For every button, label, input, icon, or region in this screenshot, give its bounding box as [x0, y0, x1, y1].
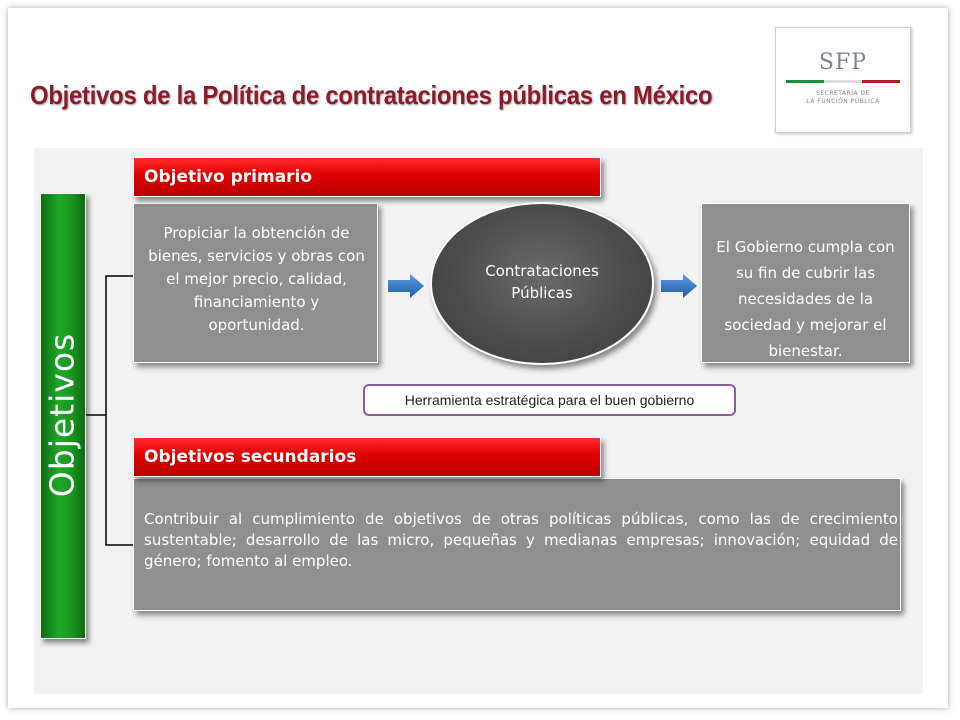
right-arrow-icon	[388, 274, 424, 298]
oval-label-line2: Públicas	[511, 284, 573, 302]
contrataciones-publicas-oval	[430, 202, 654, 365]
page-title: Objetivos de la Política de contrataciones públicas en México	[30, 80, 713, 110]
objetivos-root-label: Objetivos	[42, 332, 82, 498]
oval-label-line1: Contrataciones	[485, 262, 599, 280]
strategic-tool-label: Herramienta estratégica para el buen gobierno	[363, 384, 736, 416]
logo-subtitle-line1: SECRETARÍA DE	[816, 90, 870, 97]
logo-subtitle-line2: LA FUNCIÓN PÚBLICA	[806, 98, 880, 105]
result-text: El Gobierno cumpla con su fin de cubrir las necesidades de la sociedad y mejorar el bienestar.	[716, 238, 895, 360]
primary-objective-box	[133, 203, 378, 363]
right-arrow-icon	[661, 274, 697, 298]
result-box	[701, 203, 910, 363]
secondary-objectives-text: Contribuir al cumplimiento de objetivos de otras políticas públicas, como las de crecimiento sustentable; desarrollo de las micro, pequeñas y medianas empresas; innovación; equidad de género; fomento al empleo.	[144, 510, 898, 570]
primary-objective-heading: Objetivo primario	[133, 157, 601, 197]
primary-objective-text: Propiciar la obtención de bienes, servicios y obras con el mejor precio, calidad, financiamiento y oportunidad.	[148, 224, 365, 334]
secondary-objectives-heading: Objetivos secundarios	[133, 437, 601, 477]
secondary-objectives-box	[133, 478, 901, 611]
logo-acronym: SFP	[818, 50, 868, 75]
